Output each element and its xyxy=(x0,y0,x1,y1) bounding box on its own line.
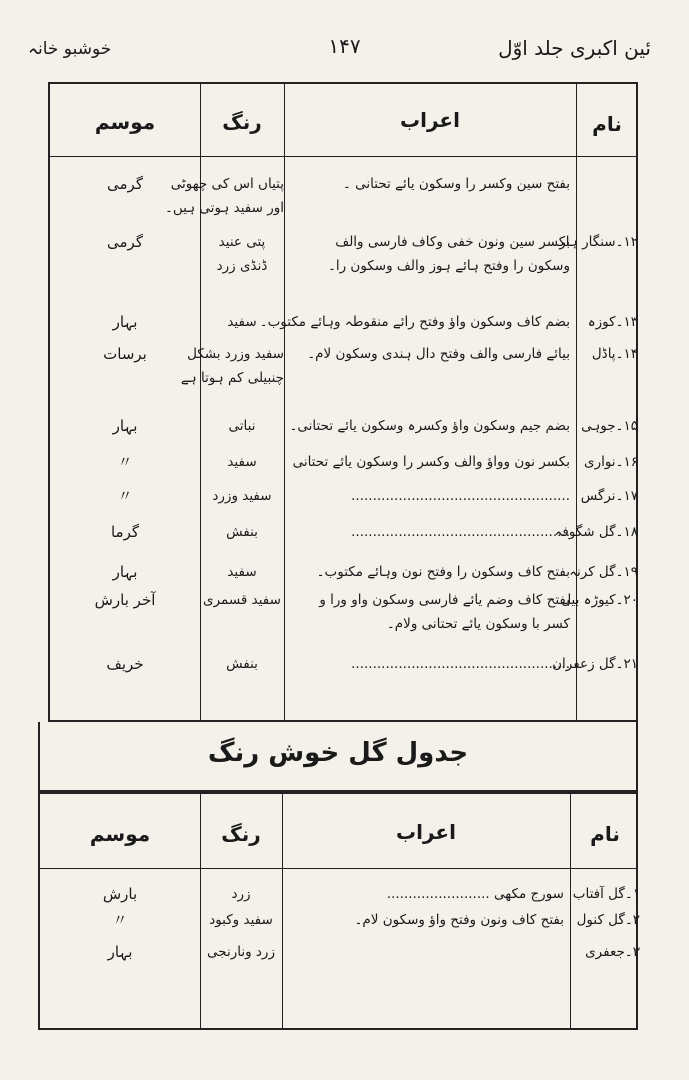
t2-header-pronunciation: اعراب xyxy=(396,820,456,844)
table2-title: جدول گل خوش رنگ xyxy=(207,738,469,768)
row-color: بنفش xyxy=(226,524,258,540)
book-title: ئین اکبری جلد اوّل xyxy=(498,36,651,60)
flower-table-1 xyxy=(48,82,638,722)
row-pronunciation: بضم جیم وسکون واؤ وکسرہ وسکون یائے تحتانی۔ xyxy=(289,418,570,434)
row-pronunciation: ................................................... xyxy=(351,656,570,672)
row-pronunciation: ................................................... xyxy=(351,524,570,540)
section-name: خوشبو خانہ xyxy=(28,39,112,59)
row-color: سفید قسمری xyxy=(203,592,281,608)
row-pronunciation: بفتح کاف وضم یائے فارسی وسکون واو ورا و xyxy=(319,592,570,608)
row-name: ۱۷۔نرگس xyxy=(580,488,638,504)
row-pronunciation: بیائے فارسی والف وفتح دال ہندی وسکون لام۔ xyxy=(307,346,570,362)
row-name: ۱۵۔جوہی xyxy=(581,418,638,434)
table2-title-band xyxy=(38,722,638,792)
row-pronunciation: بفتح سین وکسر را وسکون یائے تحتانی ۔ xyxy=(342,176,570,192)
row-color: چنبیلی کم ہوتا ہے xyxy=(180,370,284,386)
row-color: اور سفید ہوتی ہیں۔ xyxy=(164,200,284,216)
row-name: ۱۳۔کوزہ xyxy=(587,314,638,330)
row-color: سفید xyxy=(227,454,257,470)
row-pronunciation: بکسر نون وواؤ والف وکسر را وسکون یائے تحتانی xyxy=(292,454,570,470)
header-name: نام xyxy=(592,112,622,136)
row-season: برسات xyxy=(103,345,147,363)
row-name: ۱۲۔سنگار ہار xyxy=(559,234,638,250)
row-name: ۳۔جعفری xyxy=(585,944,640,960)
row-pronunciation: بفتح کاف ونون وفتح واؤ وسکون لام۔ xyxy=(354,912,564,928)
row-name: ۲۰۔کیوڑہ بیل xyxy=(561,592,638,608)
row-color: ڈنڈی زرد xyxy=(216,258,268,274)
row-season: گرمی xyxy=(107,175,143,193)
row-name: ۲۔گل کنول xyxy=(576,912,640,928)
t2-header-name: نام xyxy=(590,822,620,846)
page-number: ۱۴۷ xyxy=(328,34,361,58)
flower-table-2 xyxy=(38,792,638,1030)
row-name: ۱۶۔نواری xyxy=(584,454,638,470)
t2-header-color: رنگ xyxy=(221,822,261,846)
row-color: سفید xyxy=(227,314,257,330)
row-pronunciation: وسکون را وفتح ہائے ہوز والف وسکون را۔ xyxy=(327,258,570,274)
row-name: ۱۴۔پاڈل xyxy=(591,346,638,362)
row-pronunciation: سورج مکھی ........................ xyxy=(386,886,564,902)
row-color: سفید وکبود xyxy=(209,912,273,928)
row-color: نباتی xyxy=(228,418,256,434)
row-season: بہار xyxy=(112,417,138,435)
header-season: موسم xyxy=(94,110,156,134)
row-season: آخر بارش xyxy=(94,591,156,609)
row-season: 〃 xyxy=(112,911,128,929)
row-name: ۲۱۔گل زعفران xyxy=(552,656,638,672)
row-color: سفید xyxy=(227,564,257,580)
row-pronunciation: بضم کاف وسکون واؤ وفتح رائے منقوطہ وہائے مکتوب۔ xyxy=(259,314,570,330)
row-season: خریف xyxy=(106,655,144,673)
row-season: بہار xyxy=(107,943,133,961)
row-color: بنفش xyxy=(226,656,258,672)
row-color: زرد ونارنجی xyxy=(207,944,275,960)
row-season: بہار xyxy=(112,563,138,581)
row-pronunciation: بکسر سین ونون خفی وکاف فارسی والف xyxy=(335,234,570,250)
row-season: 〃 xyxy=(117,453,133,471)
row-pronunciation: کسر با وسکون یائے تحتانی ولام۔ xyxy=(386,616,570,632)
row-season: گرما xyxy=(110,523,140,541)
t2-header-season: موسم xyxy=(89,822,151,846)
row-color: سفید وزرد بشکل xyxy=(187,346,284,362)
running-head xyxy=(0,30,689,70)
row-season: 〃 xyxy=(117,487,133,505)
row-pronunciation: بفتح کاف وسکون را وفتح نون وہائے مکتوب۔ xyxy=(316,564,570,580)
row-season: گرمی xyxy=(107,233,143,251)
row-season: بہار xyxy=(112,313,138,331)
row-pronunciation: ................................................... xyxy=(351,488,570,504)
row-name: ۱۔گل آفتاب xyxy=(572,886,640,902)
row-name: ۱۹۔گل کرنہ xyxy=(569,564,638,580)
row-color: پتی عنید xyxy=(218,234,266,250)
row-color: پتیاں اس کی چھوٹی xyxy=(170,176,284,192)
row-color: سفید وزرد xyxy=(212,488,272,504)
header-color: رنگ xyxy=(222,110,262,134)
row-name: ۱۸۔گل شگوفہ xyxy=(554,524,638,540)
row-color: زرد xyxy=(231,886,251,902)
row-season: بارش xyxy=(102,885,138,903)
header-pronunciation: اعراب xyxy=(400,108,460,132)
